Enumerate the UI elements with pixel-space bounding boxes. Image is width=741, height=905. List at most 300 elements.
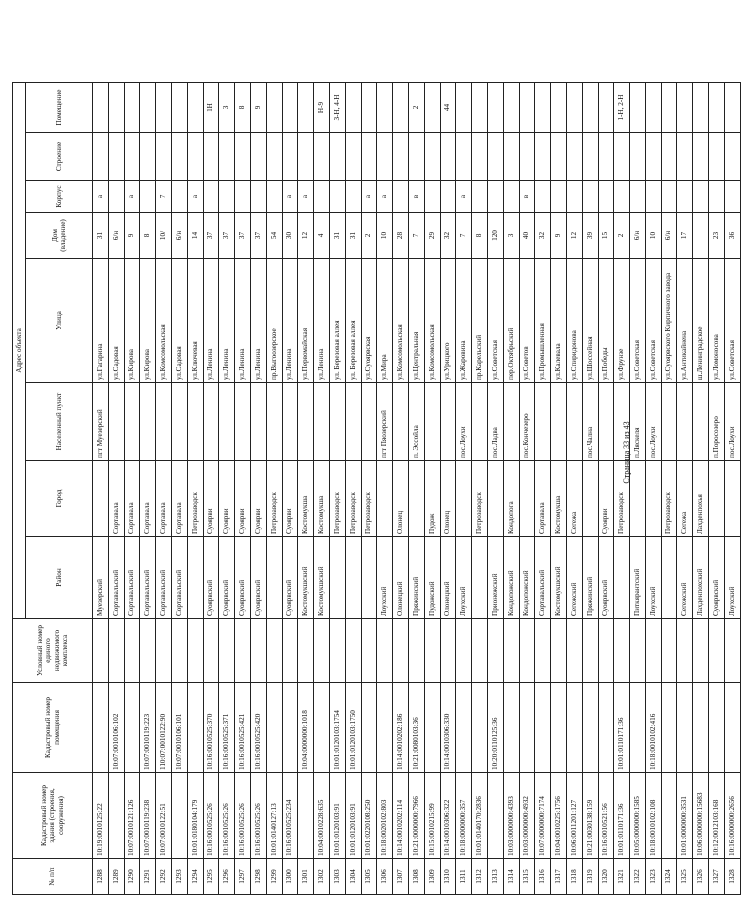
- cell-corpus: а: [361, 181, 377, 213]
- cell-city: Костомукша: [551, 461, 567, 537]
- cell-cond-num: [472, 619, 488, 683]
- cell-corpus: а: [187, 181, 203, 213]
- cell-house: [693, 213, 709, 259]
- cell-num: 1311: [456, 859, 472, 895]
- cell-corpus: а: [93, 181, 109, 213]
- cell-city: Костомукша: [314, 461, 330, 537]
- cell-building: [393, 133, 409, 181]
- cell-city: Петрозаводск: [472, 461, 488, 537]
- cell-city: Сегежа: [566, 461, 582, 537]
- cell-corpus: [535, 181, 551, 213]
- cell-building: [535, 133, 551, 181]
- cell-cad-room: 10:07:0010119:223: [140, 683, 156, 773]
- cell-building: [282, 133, 298, 181]
- table-row: [187, 83, 203, 895]
- cell-cond-num: [361, 619, 377, 683]
- cell-city: Сортавала: [124, 461, 140, 537]
- cell-district: Пряжинский: [582, 537, 598, 619]
- cell-building: [724, 133, 740, 181]
- cell-district: Сегежский: [677, 537, 693, 619]
- cell-house: 37: [250, 213, 266, 259]
- cell-corpus: [250, 181, 266, 213]
- cell-room: [361, 83, 377, 133]
- cell-city: Лахденпохья: [693, 461, 709, 537]
- cell-city: Костомукша: [298, 461, 314, 537]
- cell-house: 23: [709, 213, 725, 259]
- cell-cad-room: 10:01:0120103:1750: [345, 683, 361, 773]
- cell-cond-num: [566, 619, 582, 683]
- table-row: [519, 83, 535, 895]
- cell-cad-room: [677, 683, 693, 773]
- cell-district: [329, 537, 345, 619]
- cell-settlement: [314, 383, 330, 461]
- cell-settlement: пос.Кончезеро: [519, 383, 535, 461]
- cell-district: Костомукшский: [551, 537, 567, 619]
- cell-cad-building: 10:16:0010525:26: [250, 773, 266, 859]
- cell-num: 1321: [614, 859, 630, 895]
- cell-street: ул.Кирова: [140, 259, 156, 383]
- cell-cad-room: 10:16:0010525:421: [235, 683, 251, 773]
- cell-cond-num: [456, 619, 472, 683]
- cell-district: Сортавальский: [156, 537, 172, 619]
- cell-corpus: [582, 181, 598, 213]
- cell-building: [140, 133, 156, 181]
- cell-cad-room: [124, 683, 140, 773]
- table-body: [93, 83, 741, 895]
- cell-cond-num: [171, 619, 187, 683]
- cell-corpus: [266, 181, 282, 213]
- cell-cad-room: [519, 683, 535, 773]
- cell-room: [551, 83, 567, 133]
- cell-room: [582, 83, 598, 133]
- cell-district: Суоярвский: [250, 537, 266, 619]
- cell-cad-building: 10:06:0011201:127: [566, 773, 582, 859]
- cell-district: Прионежский: [487, 537, 503, 619]
- cell-corpus: а: [282, 181, 298, 213]
- cell-city: Суоярви: [219, 461, 235, 537]
- cell-cad-building: 10:03:0000000:4932: [519, 773, 535, 859]
- cell-cad-building: 10:03:0000000:4393: [503, 773, 519, 859]
- cell-building: [345, 133, 361, 181]
- cell-room: [377, 83, 393, 133]
- table-row: [171, 83, 187, 895]
- cell-street: ул.Победы: [598, 259, 614, 383]
- cell-building: [298, 133, 314, 181]
- cell-building: [693, 133, 709, 181]
- cell-room: [140, 83, 156, 133]
- cell-cad-building: 10:18:0010102:108: [645, 773, 661, 859]
- cell-settlement: [361, 383, 377, 461]
- cell-settlement: [693, 383, 709, 461]
- cell-building: [156, 133, 172, 181]
- cell-settlement: п. Эссойла: [408, 383, 424, 461]
- cell-street: ул. Березовая аллея: [345, 259, 361, 383]
- cell-cad-building: 10:16:0010525:26: [219, 773, 235, 859]
- table-row: [424, 83, 440, 895]
- cell-district: [472, 537, 488, 619]
- cell-house: 36: [724, 213, 740, 259]
- cell-street: ул.Советская: [724, 259, 740, 383]
- cell-street: ул.Ленина: [219, 259, 235, 383]
- cell-cad-room: [661, 683, 677, 773]
- cell-cad-building: [108, 773, 124, 859]
- cell-house: 6/н: [108, 213, 124, 259]
- table-row: [156, 83, 172, 895]
- table-row: [693, 83, 709, 895]
- cell-district: Сортавальский: [171, 537, 187, 619]
- cell-room: [93, 83, 109, 133]
- cell-corpus: в: [408, 181, 424, 213]
- cell-city: Суоярви: [282, 461, 298, 537]
- cell-corpus: [645, 181, 661, 213]
- header-house: Дом (владение): [26, 213, 93, 259]
- cell-settlement: [108, 383, 124, 461]
- cell-cond-num: [677, 619, 693, 683]
- cell-city: [582, 461, 598, 537]
- cell-cad-room: [582, 683, 598, 773]
- cell-cad-room: [598, 683, 614, 773]
- cell-cad-building: 10:07:0010119:238: [140, 773, 156, 859]
- cell-district: Сортавальский: [108, 537, 124, 619]
- cell-building: [709, 133, 725, 181]
- cell-room: [424, 83, 440, 133]
- cell-corpus: а: [124, 181, 140, 213]
- cell-room: [171, 83, 187, 133]
- cell-cad-room: 10:16:0010525:371: [219, 683, 235, 773]
- cell-corpus: [503, 181, 519, 213]
- cell-house: 10: [377, 213, 393, 259]
- cell-street: ул.Кирова: [124, 259, 140, 383]
- cell-room: 3: [219, 83, 235, 133]
- cell-house: 9: [551, 213, 567, 259]
- table-row: [235, 83, 251, 895]
- cell-house: 30: [282, 213, 298, 259]
- cell-street: пр.Карельский: [472, 259, 488, 383]
- cell-num: 1289: [108, 859, 124, 895]
- cell-cad-room: [503, 683, 519, 773]
- cell-cond-num: [424, 619, 440, 683]
- cell-num: 1328: [724, 859, 740, 895]
- cell-street: ул.Мира: [377, 259, 393, 383]
- cell-room: 2: [408, 83, 424, 133]
- header-city: Город: [26, 461, 93, 537]
- cell-district: Сортавальский: [535, 537, 551, 619]
- cell-building: [661, 133, 677, 181]
- cell-cad-room: [282, 683, 298, 773]
- cell-settlement: [503, 383, 519, 461]
- cell-house: 7: [408, 213, 424, 259]
- cell-city: [487, 461, 503, 537]
- table-row: [203, 83, 219, 895]
- cell-settlement: [156, 383, 172, 461]
- cell-city: [377, 461, 393, 537]
- cell-corpus: [424, 181, 440, 213]
- cell-room: [724, 83, 740, 133]
- cell-district: Пудожский: [424, 537, 440, 619]
- cell-house: 39: [582, 213, 598, 259]
- cell-corpus: [440, 181, 456, 213]
- cell-cad-building: 10:04:0010225:1756: [551, 773, 567, 859]
- cell-settlement: [250, 383, 266, 461]
- cell-house: 8: [140, 213, 156, 259]
- cell-cad-building: [661, 773, 677, 859]
- cell-building: [630, 133, 646, 181]
- cell-street: ул.Комсомольская: [156, 259, 172, 383]
- cell-street: ул.Жаровина: [456, 259, 472, 383]
- cell-num: 1305: [361, 859, 377, 895]
- cell-num: 1301: [298, 859, 314, 895]
- cell-corpus: [566, 181, 582, 213]
- cell-room: [456, 83, 472, 133]
- cell-settlement: п.Поросозеро: [709, 383, 725, 461]
- cell-cad-building: 10:16:0010525:26: [203, 773, 219, 859]
- table-row: [266, 83, 282, 895]
- table-row: [298, 83, 314, 895]
- cell-house: 32: [440, 213, 456, 259]
- cell-street: ул.Ленина: [282, 259, 298, 383]
- cell-cad-building: 10:07:0010122:51: [156, 773, 172, 859]
- cell-cond-num: [535, 619, 551, 683]
- cell-district: Сортавальский: [140, 537, 156, 619]
- cell-house: 12: [298, 213, 314, 259]
- cell-cond-num: [598, 619, 614, 683]
- cell-settlement: [598, 383, 614, 461]
- table-row: [361, 83, 377, 895]
- cell-city: Сортавала: [171, 461, 187, 537]
- table-row: [124, 83, 140, 895]
- cell-cad-room: 10:01:0120103:1754: [329, 683, 345, 773]
- cell-settlement: [551, 383, 567, 461]
- cell-street: ул.Ленина: [314, 259, 330, 383]
- page-number: Страница 33 из 43: [622, 421, 631, 484]
- cell-street: ул.Советов: [519, 259, 535, 383]
- cell-building: [361, 133, 377, 181]
- cell-city: Суоярви: [203, 461, 219, 537]
- cell-room: [645, 83, 661, 133]
- header-street: Улица: [26, 259, 93, 383]
- table-row: [250, 83, 266, 895]
- cell-street: ул.Спиридонова: [566, 259, 582, 383]
- cell-city: Петрозаводск: [614, 461, 630, 537]
- cell-room: [535, 83, 551, 133]
- cell-district: Питкярантский: [630, 537, 646, 619]
- cell-street: ул.Антикайнена: [677, 259, 693, 383]
- cell-corpus: [551, 181, 567, 213]
- cell-room: [566, 83, 582, 133]
- cell-num: 1297: [235, 859, 251, 895]
- cell-num: 1306: [377, 859, 393, 895]
- cell-cad-building: 10:01:0110171:36: [614, 773, 630, 859]
- cell-city: [645, 461, 661, 537]
- cell-district: Лоухский: [724, 537, 740, 619]
- cell-room: [156, 83, 172, 133]
- cell-cond-num: [393, 619, 409, 683]
- cell-building: [219, 133, 235, 181]
- cell-house: 9: [124, 213, 140, 259]
- cell-district: Олонецкий: [393, 537, 409, 619]
- cell-cad-room: [187, 683, 203, 773]
- cell-district: Сегежский: [566, 537, 582, 619]
- cell-city: Сортавала: [535, 461, 551, 537]
- cell-num: 1308: [408, 859, 424, 895]
- cell-building: [171, 133, 187, 181]
- table-row: [345, 83, 361, 895]
- cell-city: Пудож: [424, 461, 440, 537]
- cell-house: 28: [393, 213, 409, 259]
- cell-house: 12: [566, 213, 582, 259]
- cell-house: 4: [314, 213, 330, 259]
- cell-cad-room: 10:20:0110125:36: [487, 683, 503, 773]
- cell-building: [551, 133, 567, 181]
- cell-cad-building: 10:01:0140127:13: [266, 773, 282, 859]
- cell-cad-building: 10:06:0000000:15683: [693, 773, 709, 859]
- cell-corpus: [677, 181, 693, 213]
- cell-cad-room: 10:07:0010106:102: [108, 683, 124, 773]
- cell-city: Петрозаводск: [345, 461, 361, 537]
- cell-settlement: [424, 383, 440, 461]
- cell-cad-building: 10:01:0120103:91: [345, 773, 361, 859]
- cell-num: 1323: [645, 859, 661, 895]
- cell-cad-room: 10:16:0010525:370: [203, 683, 219, 773]
- cell-settlement: [298, 383, 314, 461]
- cell-district: Суоярвский: [235, 537, 251, 619]
- cell-city: Суоярви: [250, 461, 266, 537]
- cell-cond-num: [503, 619, 519, 683]
- cell-corpus: [329, 181, 345, 213]
- cell-building: [440, 133, 456, 181]
- cell-cond-num: [329, 619, 345, 683]
- cell-district: Пряжинский: [408, 537, 424, 619]
- cell-settlement: [677, 383, 693, 461]
- header-room: Помещение: [26, 83, 93, 133]
- cell-settlement: [661, 383, 677, 461]
- cell-street: ул.Ленина: [250, 259, 266, 383]
- cell-building: [314, 133, 330, 181]
- cell-corpus: в: [519, 181, 535, 213]
- cell-room: [709, 83, 725, 133]
- table-row: [724, 83, 740, 895]
- cell-district: [266, 537, 282, 619]
- cell-street: ул.Суоярвская: [361, 259, 377, 383]
- cell-building: [566, 133, 582, 181]
- cell-room: [693, 83, 709, 133]
- cell-room: [393, 83, 409, 133]
- cell-settlement: [171, 383, 187, 461]
- cell-cond-num: [645, 619, 661, 683]
- table-row: [472, 83, 488, 895]
- header-cond-num: Условный номер единого недвижимого комплекса: [13, 619, 93, 683]
- cell-settlement: пгт Пяозерский: [377, 383, 393, 461]
- cell-building: [187, 133, 203, 181]
- cell-cad-room: [724, 683, 740, 773]
- cell-city: Петрозаводск: [329, 461, 345, 537]
- cell-building: [108, 133, 124, 181]
- cell-building: [266, 133, 282, 181]
- cell-cad-building: 10:19:0010125:22: [93, 773, 109, 859]
- cell-building: [203, 133, 219, 181]
- cell-settlement: [235, 383, 251, 461]
- cell-building: [645, 133, 661, 181]
- cell-district: Лоухский: [377, 537, 393, 619]
- cell-cond-num: [235, 619, 251, 683]
- cell-street: ул.Ломоносова: [709, 259, 725, 383]
- cell-street: ул.Промышленная: [535, 259, 551, 383]
- cell-building: [677, 133, 693, 181]
- cell-district: Костомукшский: [314, 537, 330, 619]
- cell-cad-building: 10:01:0180104:179: [187, 773, 203, 859]
- cell-house: 8: [472, 213, 488, 259]
- cell-corpus: а: [456, 181, 472, 213]
- cell-settlement: [203, 383, 219, 461]
- cell-room: 8: [235, 83, 251, 133]
- cell-settlement: [393, 383, 409, 461]
- cell-house: 3: [503, 213, 519, 259]
- cell-district: Суоярвский: [219, 537, 235, 619]
- cell-cad-room: [456, 683, 472, 773]
- cell-building: [250, 133, 266, 181]
- cell-cad-building: 10:21:0000000:7966: [408, 773, 424, 859]
- cell-corpus: [203, 181, 219, 213]
- cell-city: Сортавала: [156, 461, 172, 537]
- cell-room: 1-Н, 2-Н: [614, 83, 630, 133]
- cell-num: 1302: [314, 859, 330, 895]
- cell-cad-room: [630, 683, 646, 773]
- cell-cond-num: [203, 619, 219, 683]
- cell-corpus: [724, 181, 740, 213]
- cell-settlement: пгт Муезерский: [93, 383, 109, 461]
- cell-cad-building: 10:16:0010525:26: [235, 773, 251, 859]
- cell-cad-room: 10:14:0010202:186: [393, 683, 409, 773]
- cell-num: 1316: [535, 859, 551, 895]
- header-district: Район: [26, 537, 93, 619]
- cell-cad-room: [93, 683, 109, 773]
- cell-street: ул.Суоярвского Кирпичного завода: [661, 259, 677, 383]
- cell-cad-building: 10:18:0020102:803: [377, 773, 393, 859]
- cell-corpus: [140, 181, 156, 213]
- table-row: [314, 83, 330, 895]
- cell-street: ул.Гагарина: [93, 259, 109, 383]
- cell-cad-room: [424, 683, 440, 773]
- cell-city: Кондопога: [503, 461, 519, 537]
- cell-cad-building: 10:07:0000000:7174: [535, 773, 551, 859]
- table-row: [282, 83, 298, 895]
- cell-street: ул.Садовая: [108, 259, 124, 383]
- cell-district: [187, 537, 203, 619]
- header-num: № п/п: [13, 859, 93, 895]
- cell-room: [503, 83, 519, 133]
- cell-num: 1296: [219, 859, 235, 895]
- cell-street: ул.Фрунзе: [614, 259, 630, 383]
- cell-building: [424, 133, 440, 181]
- cell-cad-room: [535, 683, 551, 773]
- cell-num: 1318: [566, 859, 582, 895]
- cell-district: Лоухский: [456, 537, 472, 619]
- cell-room: 3-Н, 4-Н: [329, 83, 345, 133]
- cell-building: [472, 133, 488, 181]
- cell-cad-building: [487, 773, 503, 859]
- cell-settlement: [472, 383, 488, 461]
- cell-district: [345, 537, 361, 619]
- cell-cond-num: [487, 619, 503, 683]
- cell-num: 1290: [124, 859, 140, 895]
- cell-corpus: [630, 181, 646, 213]
- cell-street: ул.Центральная: [408, 259, 424, 383]
- cell-street: ул.Советская: [630, 259, 646, 383]
- cell-room: [519, 83, 535, 133]
- cell-street: ул. Березовая аллея: [329, 259, 345, 383]
- cell-cad-room: [377, 683, 393, 773]
- cell-district: [661, 537, 677, 619]
